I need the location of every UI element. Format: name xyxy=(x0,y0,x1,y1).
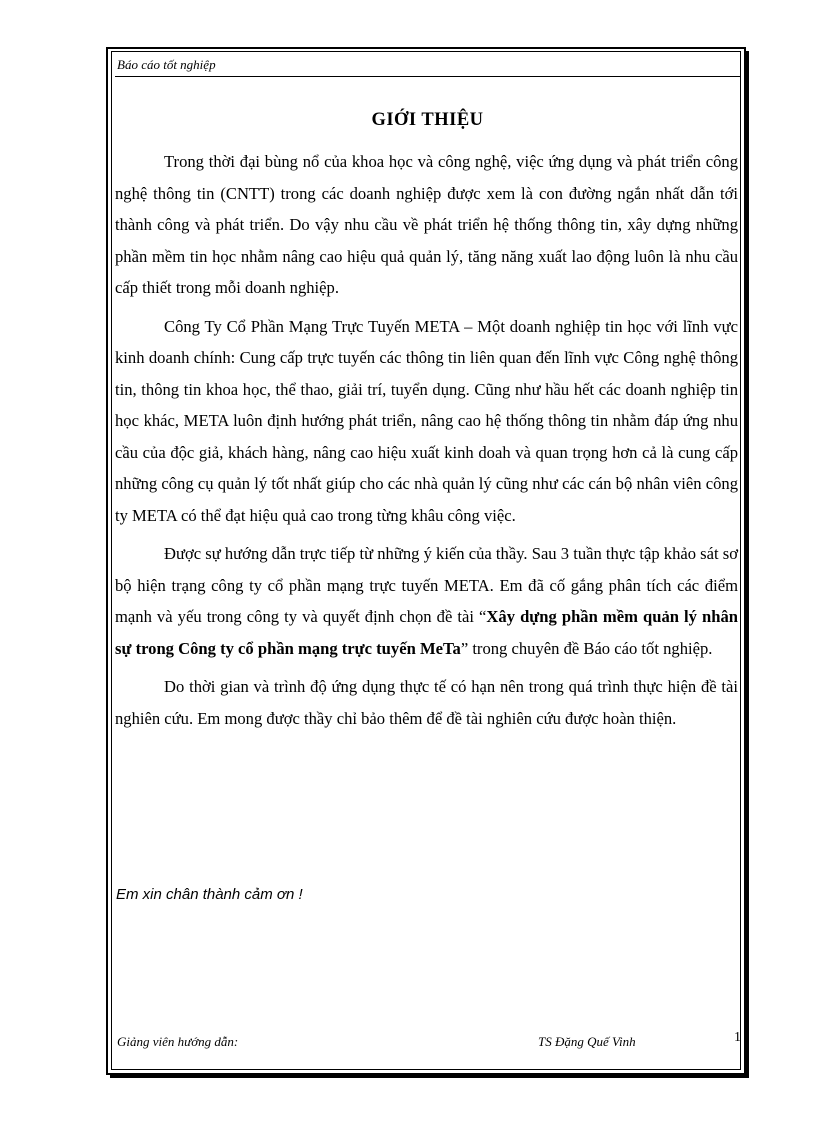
thesis-topic: Xây dựng phần mềm quản lý nhân sự trong Công ty cổ phần mạng trực tuyến MeTa xyxy=(115,607,738,658)
page-border-shadow-bottom xyxy=(110,1075,749,1078)
page-title: GIỚI THIỆU xyxy=(371,110,484,130)
footer-supervisor-label: Giảng viên hướng dẫn: xyxy=(117,1034,239,1049)
body-text xyxy=(115,146,738,734)
closing-line: Em xin chân thành cảm ơn ! xyxy=(116,886,303,903)
paragraph-3-intro: Được sự hướng dẫn trực tiếp từ những ý kiến của thầy. Sau 3 tuần thực tập khảo sát sơ bộ hiện trạng công ty cổ phần mạng trực tuyến META. Em đã cố gắng phân tích các điểm mạnh và yếu trong công ty và quyết định chọn đề tài “ xyxy=(115,544,738,626)
paragraph-2: Công Ty Cổ Phần Mạng Trực Tuyến META – Một doanh nghiệp tin học với lĩnh vực kinh doanh chính: Cung cấp trực tuyến các thông tin liên quan đến lĩnh vực Công nghệ thông tin, thông tin khoa học, thể thao, giải trí, tuyển dụng. Cũng như hầu hết các doanh nghiệp tin học khác, META luôn định hướng phát triển, nâng cao hệ thống thông tin nhằm đáp ứng nhu cầu của độc giả, khách hàng, nâng cao hiệu xuất kinh doah và quan trọng hơn cả là cung cấp những công cụ quản lý tốt nhất giúp cho các nhà quản lý cũng như các cán bộ nhân viên công ty META có thể đạt hiệu quả cao trong từng khâu công việc. xyxy=(115,316,738,525)
header-divider xyxy=(115,76,740,77)
paragraph-3-end: ” trong chuyên đề Báo cáo tốt nghiệp. xyxy=(460,638,713,658)
paragraph-1: Trong thời đại bùng nổ của khoa học và công nghệ, việc ứng dụng và phát triển công nghệ thông tin (CNTT) trong các doanh nghiệp được xem là con đường ngắn nhất dẫn tới thành công và phát triển. Do vậy nhu cầu về phát triển hệ thống thông tin, xây dựng những phần mềm tin học nhằm nâng cao hiệu quả quản lý, tăng năng xuất lao động luôn là nhu cầu cấp thiết trong mỗi doanh nghiệp. xyxy=(115,152,738,297)
footer-supervisor-name: TS Đặng Quế Vinh xyxy=(538,1034,636,1049)
page-header: Báo cáo tốt nghiệp xyxy=(117,57,216,72)
page-border-shadow-right xyxy=(746,51,749,1078)
paragraph-4: Do thời gian và trình độ ứng dụng thực tế có hạn nên trong quá trình thực hiện đề tài nghiên cứu. Em mong được thầy chỉ bảo thêm để đề tài nghiên cứu được hoàn thiện. xyxy=(115,677,738,728)
page-number: 1 xyxy=(734,1030,741,1045)
paragraph-3 xyxy=(115,538,738,664)
